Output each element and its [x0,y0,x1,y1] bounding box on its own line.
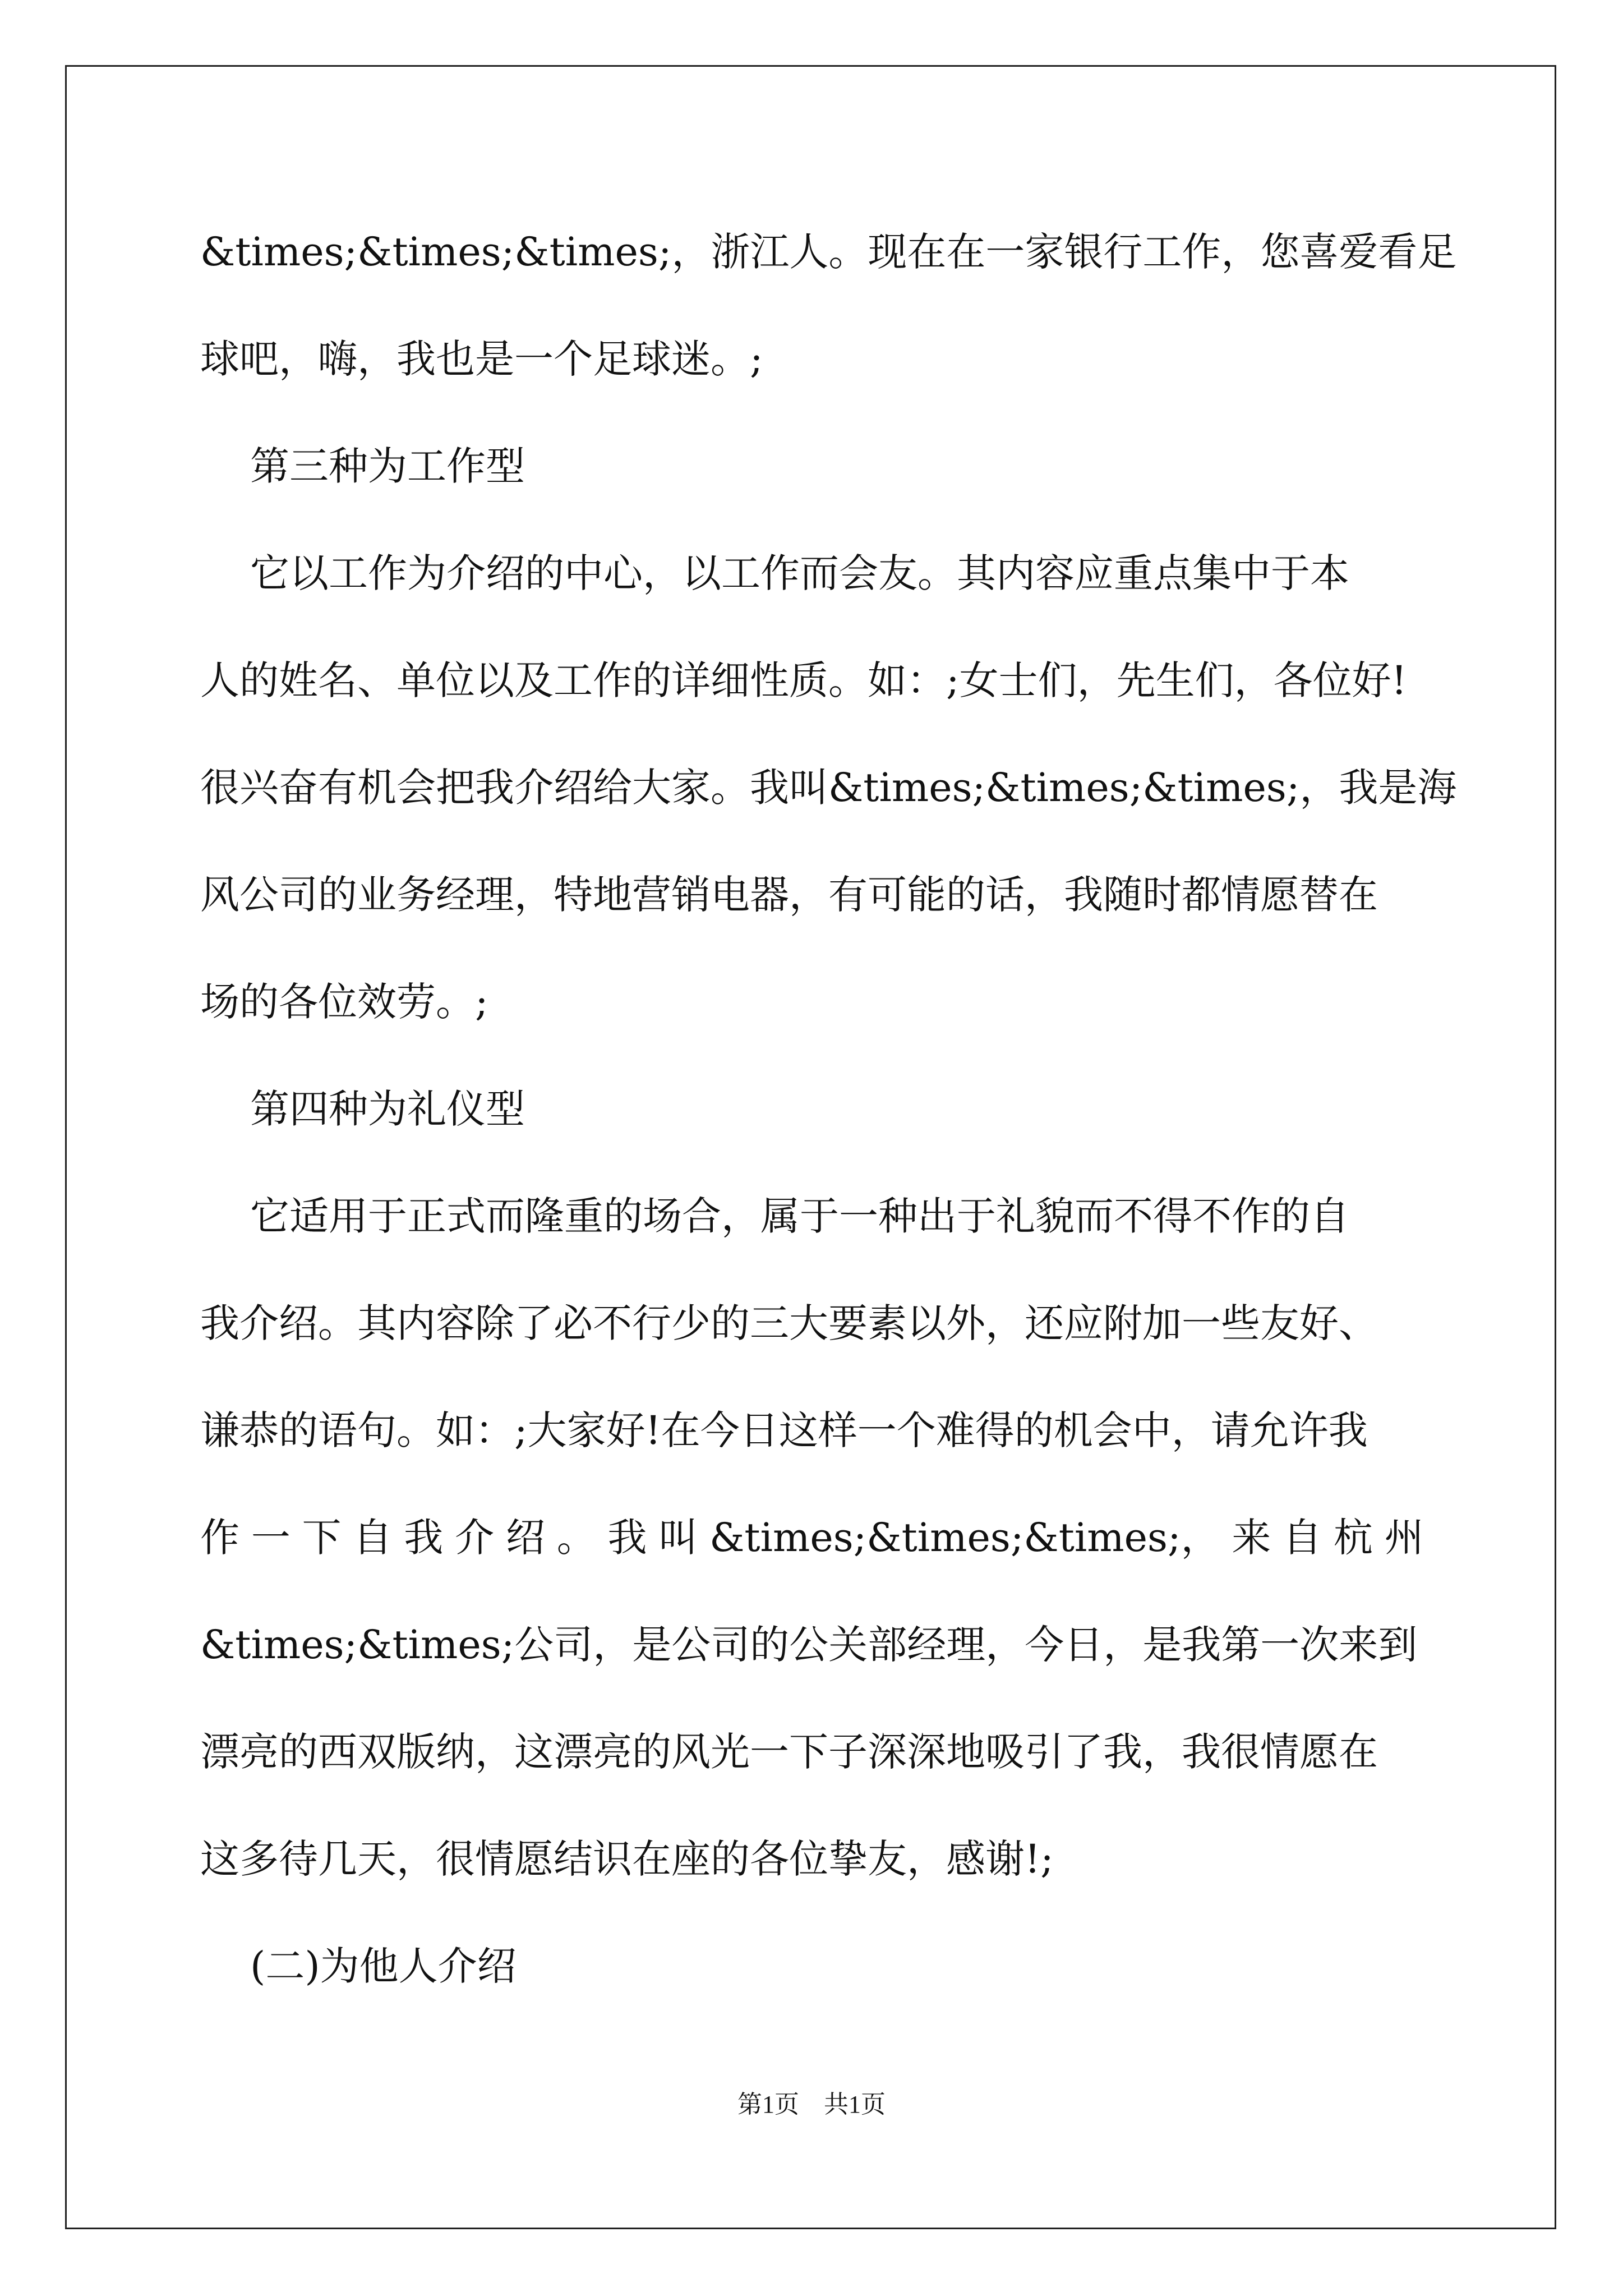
word: 来 [1232,1515,1271,1561]
text-line: 球吧，嗨，我也是一个足球迷。; [200,336,763,382]
text-line: 漂亮的西双版纳，这漂亮的风光一下子深深地吸引了我，我很情愿在 [200,1729,1378,1775]
text-line: 很兴奋有机会把我介绍给大家。我叫&times;&times;&times;，我是海 [200,765,1457,811]
text-line: &times;&times;公司，是公司的公关部经理，今日，是我第一次来到 [200,1622,1418,1668]
word: 下 [302,1515,342,1561]
section-heading: 第三种为工作型 [200,443,525,489]
section-heading: 第四种为礼仪型 [200,1086,525,1132]
text-line: 谦恭的语句。如：;大家好!在今日这样一个难得的机会中，请允许我 [200,1407,1368,1453]
text-line-justified [200,1504,1424,1612]
word: 杭 [1333,1515,1373,1561]
word: 。 [556,1515,596,1561]
text-line: &times;&times;&times;，浙江人。现在在一家银行工作，您喜爱看足 [200,229,1457,275]
text-line: 人的姓名、单位以及工作的详细性质。如：;女士们，先生们，各位好! [200,657,1407,703]
text-line: 我介绍。其内容除了必不行少的三大要素以外，还应附加一些友好、 [200,1300,1378,1346]
word: 介 [455,1515,495,1561]
text-line: 风公司的业务经理，特地营销电器，有可能的话，我随时都情愿替在 [200,872,1378,918]
text-line: 这多待几天，很情愿结识在座的各位挚友，感谢!; [200,1836,1054,1882]
word: 我 [607,1515,647,1561]
word: &times;&times;&times;， [709,1515,1220,1561]
word: 作 [200,1515,239,1561]
section-heading: (二)为他人介绍 [200,1943,517,1989]
word: 自 [353,1515,393,1561]
word: 叫 [658,1515,698,1561]
page-footer: 第1页 共1页 [737,2091,886,2118]
text-line: 它以工作为介绍的中心，以工作而会友。其内容应重点集中于本 [200,550,1350,596]
word: 自 [1283,1515,1322,1561]
word: 绍 [505,1515,545,1561]
word: 我 [404,1515,444,1561]
word: 一 [251,1515,291,1561]
text-line: 场的各位效劳。; [200,979,488,1025]
document-body [200,219,1457,2040]
word: 州 [1384,1515,1424,1561]
text-line: 它适用于正式而隆重的场合，属于一种出于礼貌而不得不作的自 [200,1193,1350,1239]
